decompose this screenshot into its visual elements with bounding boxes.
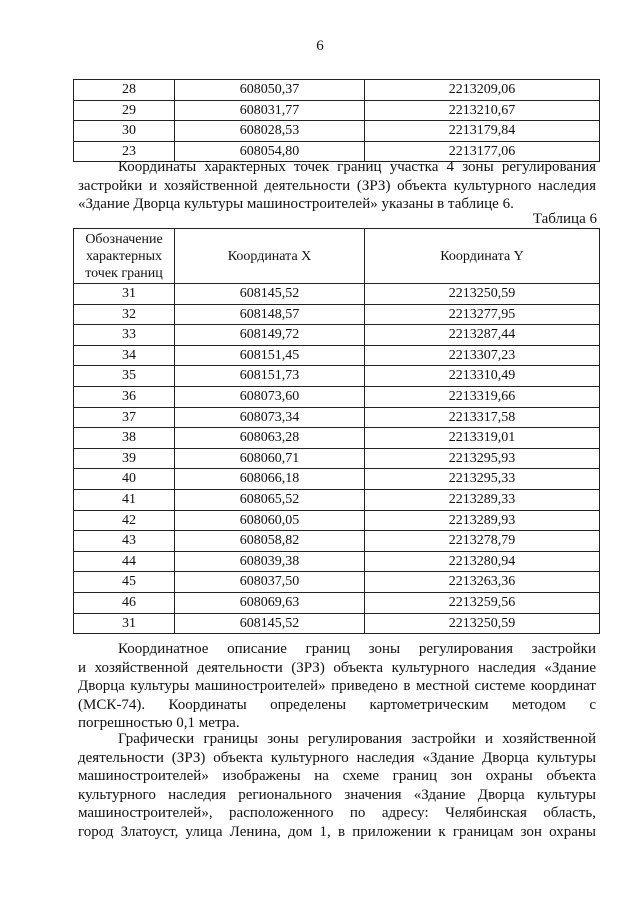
y-cell: 2213295,93 — [365, 448, 600, 469]
point-cell: 40 — [74, 469, 175, 490]
point-cell: 36 — [74, 386, 175, 407]
point-cell: 32 — [74, 304, 175, 325]
y-cell: 2213317,58 — [365, 407, 600, 428]
table-row — [74, 304, 600, 325]
y-cell: 2213259,56 — [365, 592, 600, 613]
point-cell: 30 — [74, 121, 175, 142]
table-row — [74, 284, 600, 305]
point-cell: 45 — [74, 572, 175, 593]
point-cell: 23 — [74, 141, 175, 162]
paragraph-line: культурного наследия регионального значения «Здание Дворца культуры — [78, 786, 596, 803]
x-cell: 608069,63 — [175, 592, 365, 613]
paragraph-line: и хозяйственной деятельности (ЗРЗ) объекта культурного наследия «Здание — [78, 659, 596, 676]
table-caption: Таблица 6 — [532, 211, 597, 227]
table-row — [74, 428, 600, 449]
y-cell: 2213295,33 — [365, 469, 600, 490]
table-row — [74, 592, 600, 613]
x-cell: 608039,38 — [175, 551, 365, 572]
coordinates-table-continued — [73, 79, 600, 162]
table-row — [74, 613, 600, 634]
y-cell: 2213209,06 — [365, 80, 600, 101]
x-cell: 608149,72 — [175, 325, 365, 346]
table-row — [74, 366, 600, 387]
point-cell: 42 — [74, 510, 175, 531]
point-cell: 43 — [74, 531, 175, 552]
x-cell: 608073,60 — [175, 386, 365, 407]
y-cell: 2213319,01 — [365, 428, 600, 449]
point-cell: 35 — [74, 366, 175, 387]
point-cell: 46 — [74, 592, 175, 613]
x-cell: 608073,34 — [175, 407, 365, 428]
paragraph-line: (МСК-74). Координаты определены картометрическим методом с — [78, 696, 596, 713]
x-cell: 608031,77 — [175, 100, 365, 121]
point-cell: 44 — [74, 551, 175, 572]
x-cell: 608151,73 — [175, 366, 365, 387]
y-cell: 2213263,36 — [365, 572, 600, 593]
table-row — [74, 531, 600, 552]
paragraph-line: погрешностью 0,1 метра. — [78, 715, 240, 731]
coordinates-table-6 — [73, 228, 600, 634]
y-cell: 2213319,66 — [365, 386, 600, 407]
paragraph-line: «Здание Дворца культуры машиностроителей» указаны в таблице 6. — [78, 196, 514, 212]
paragraph-line: Графически границы зоны регулирования застройки и хозяйственной — [118, 731, 596, 747]
paragraph-table6-intro — [78, 158, 596, 214]
paragraph-line: Дворца культуры машиностроителей» приведено в местной системе координат — [78, 678, 596, 694]
point-cell: 31 — [74, 284, 175, 305]
point-cell: 38 — [74, 428, 175, 449]
point-cell: 37 — [74, 407, 175, 428]
x-cell: 608065,52 — [175, 489, 365, 510]
paragraph-line: город Златоуст, улица Ленина, дом 1, в приложении к границам зон охраны — [78, 823, 596, 840]
point-cell: 34 — [74, 345, 175, 366]
x-cell: 608037,50 — [175, 572, 365, 593]
x-cell: 608058,82 — [175, 531, 365, 552]
x-cell: 608060,05 — [175, 510, 365, 531]
paragraph-coordinate-description — [78, 640, 596, 733]
point-cell: 41 — [74, 489, 175, 510]
table-row — [74, 121, 600, 142]
y-cell: 2213280,94 — [365, 551, 600, 572]
y-cell: 2213250,59 — [365, 613, 600, 634]
table-row — [74, 407, 600, 428]
x-cell: 608148,57 — [175, 304, 365, 325]
point-cell: 29 — [74, 100, 175, 121]
table-row — [74, 386, 600, 407]
paragraph-line: машиностроителей» изображены на схеме границ зон охраны объекта — [78, 768, 596, 784]
paragraph-line: застройки и хозяйственной деятельности (ЗРЗ) объекта культурного наследия — [78, 177, 596, 194]
header-point-designation: Обозначение характерных точек границ — [74, 229, 175, 284]
y-cell: 2213210,67 — [365, 100, 600, 121]
y-cell: 2213250,59 — [365, 284, 600, 305]
y-cell: 2213177,06 — [365, 141, 600, 162]
table-row — [74, 345, 600, 366]
x-cell: 608050,37 — [175, 80, 365, 101]
y-cell: 2213287,44 — [365, 325, 600, 346]
point-cell: 39 — [74, 448, 175, 469]
x-cell: 608151,45 — [175, 345, 365, 366]
paragraph-line: машиностроителей», расположенного по адресу: Челябинская область, — [78, 805, 596, 821]
x-cell: 608063,28 — [175, 428, 365, 449]
table-row — [74, 551, 600, 572]
x-cell: 608028,53 — [175, 121, 365, 142]
y-cell: 2213289,93 — [365, 510, 600, 531]
page-number: 6 — [316, 38, 324, 54]
y-cell: 2213278,79 — [365, 531, 600, 552]
point-cell: 28 — [74, 80, 175, 101]
table-row — [74, 448, 600, 469]
x-cell: 608066,18 — [175, 469, 365, 490]
point-cell: 31 — [74, 613, 175, 634]
x-cell: 608145,52 — [175, 284, 365, 305]
table-row — [74, 325, 600, 346]
paragraph-line: Координаты характерных точек границ участка 4 зоны регулирования — [118, 159, 596, 175]
table-header-row — [74, 229, 600, 284]
table-row — [74, 469, 600, 490]
x-cell: 608054,80 — [175, 141, 365, 162]
y-cell: 2213277,95 — [365, 304, 600, 325]
paragraph-line: Координатное описание границ зоны регулирования застройки — [118, 641, 596, 657]
x-cell: 608145,52 — [175, 613, 365, 634]
paragraph-line: деятельности (ЗРЗ) объекта культурного наследия «Здание Дворца культуры — [78, 749, 596, 766]
header-coordinate-y: Координата Y — [365, 229, 600, 284]
table-row — [74, 572, 600, 593]
paragraph-graphic-boundaries — [78, 730, 596, 841]
table-row — [74, 100, 600, 121]
header-coordinate-x: Координата X — [175, 229, 365, 284]
y-cell: 2213289,33 — [365, 489, 600, 510]
point-cell: 33 — [74, 325, 175, 346]
table-row — [74, 510, 600, 531]
table-row — [74, 489, 600, 510]
y-cell: 2213307,23 — [365, 345, 600, 366]
y-cell: 2213310,49 — [365, 366, 600, 387]
y-cell: 2213179,84 — [365, 121, 600, 142]
x-cell: 608060,71 — [175, 448, 365, 469]
table-row — [74, 80, 600, 101]
